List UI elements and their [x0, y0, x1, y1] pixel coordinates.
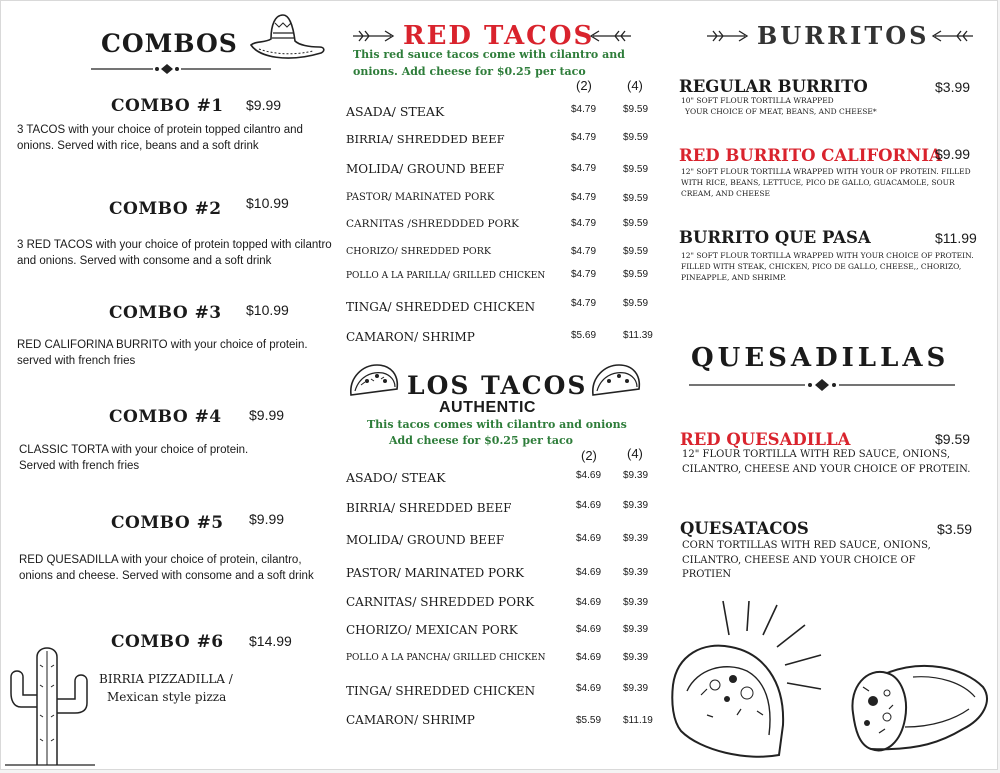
taco-price-4: $9.59	[623, 269, 649, 280]
los-tacos-note: This tacos comes with cilantro and onions	[367, 418, 627, 431]
los-tacos-subheading: AUTHENTIC	[439, 399, 536, 416]
combos-heading: COMBOS	[101, 29, 238, 58]
combo-title: COMBO #1	[111, 96, 224, 116]
taco-item-name: CHORIZO/ MEXICAN PORK	[346, 623, 518, 637]
taco-price-4: $9.59	[623, 132, 649, 143]
taco-price-2: $4.69	[576, 567, 602, 578]
taco-icon	[589, 361, 643, 399]
taco-item-name: CAMARON/ SHRIMP	[346, 713, 475, 727]
taco-item-name: ASADO/ STEAK	[346, 470, 446, 485]
col-header-2: (2)	[581, 448, 597, 463]
taco-price-4: $9.59	[623, 193, 649, 204]
quesadilla-price: $3.59	[937, 521, 973, 537]
combo-price: $9.99	[249, 511, 285, 527]
combo-price: $14.99	[249, 633, 292, 649]
taco-item-name: CHORIZO/ SHREDDED PORK	[346, 246, 491, 257]
taco-item-name: TINGA/ SHREDDED CHICKEN	[346, 684, 536, 698]
taco-price-4: $9.39	[623, 567, 649, 578]
combo-title: COMBO #4	[109, 407, 222, 427]
burrito-price: $11.99	[935, 230, 977, 246]
taco-price-4: $9.59	[623, 104, 649, 115]
taco-item-name: PASTOR/ MARINATED PORK	[346, 566, 524, 580]
combo-price: $10.99	[246, 195, 289, 211]
arrow-ornament-icon	[707, 29, 749, 43]
taco-item-name: TINGA/ SHREDDED CHICKEN	[346, 300, 536, 314]
quesadilla-price: $9.59	[935, 431, 971, 447]
quesadilla-description: 12" FLOUR TORTILLA WITH RED SAUCE, ONIONS, CILANTRO, CHEESE AND YOUR CHOICE OF PROTEIN.	[682, 449, 971, 475]
col-header-4: (4)	[627, 446, 643, 461]
quesadillas-divider	[689, 377, 955, 393]
taco-price-2: $4.79	[571, 269, 597, 280]
burrito-illustration-icon	[843, 657, 993, 765]
combo-title: COMBO #2	[109, 199, 222, 219]
taco-item-name: CARNITAS /SHREDDDED PORK	[346, 218, 519, 230]
burrito-description: 10" SOFT FLOUR TORTILLA WRAPPED	[681, 96, 834, 105]
burrito-name: REGULAR BURRITO	[679, 77, 868, 96]
combo-description: RED QUESADILLA with your choice of protein, cilantro, onions and cheese. Served with consome and a soft drink	[19, 554, 314, 582]
taco-price-4: $9.39	[623, 597, 649, 608]
combo-description: RED CALIFORINA BURRITO with your choice of protein. served with french fries	[17, 339, 308, 367]
combo-price: $9.99	[249, 407, 285, 423]
taco-price-2: $4.69	[576, 683, 602, 694]
arrow-ornament-icon	[589, 29, 631, 43]
taco-price-2: $4.69	[576, 470, 602, 481]
taco-price-4: $9.59	[623, 218, 649, 229]
burrito-price: $9.99	[935, 146, 971, 162]
taco-price-2: $4.69	[576, 500, 602, 511]
quesadilla-description: CORN TORTILLAS WITH RED SAUCE, ONIONS, CILANTRO, CHEESE AND YOUR CHOICE OF PROTIEN	[682, 540, 931, 580]
taco-item-name: MOLIDA/ GROUND BEEF	[346, 533, 505, 547]
combo-title: COMBO #6	[111, 632, 224, 652]
taco-price-2: $4.79	[571, 298, 597, 309]
red-tacos-note: onions. Add cheese for $0.25 per taco	[353, 65, 586, 78]
burrito-description: 12" SOFT FLOUR TORTILLA WRAPPED WITH YOUR CHOICE OF PROTEIN. FILLED WITH STEAK, CHICKEN, PICO DE GALLO, CHEESE,, CHORIZO, PINEAPPLE, AND SHRIMP.	[681, 251, 974, 282]
combo-description: 3 RED TACOS with your choice of protein topped with cilantro and onions. Served with consome and a soft drink	[17, 239, 332, 267]
taco-item-name: MOLIDA/ GROUND BEEF	[346, 162, 505, 176]
taco-price-2: $4.79	[571, 246, 597, 257]
taco-item-name: BIRRIA/ SHREDDED BEEF	[346, 501, 512, 515]
taco-price-2: $5.59	[576, 715, 602, 726]
los-tacos-heading: LOS TACOS	[407, 371, 588, 400]
taco-price-4: $9.39	[623, 652, 649, 663]
combo-price: $10.99	[246, 302, 289, 318]
taco-price-4: $9.39	[623, 470, 649, 481]
combo-description: 3 TACOS with your choice of protein topped cilantro and onions. Served with rice, beans and a soft drink	[17, 124, 303, 152]
burrito-name: BURRITO QUE PASA	[679, 228, 871, 247]
quesadilla-name: QUESATACOS	[680, 519, 809, 538]
red-tacos-heading: RED TACOS	[403, 21, 595, 51]
taco-price-4: $9.39	[623, 533, 649, 544]
taco-item-name: CARNITAS/ SHREDDED PORK	[346, 595, 535, 609]
burrito-description: 12" SOFT FLOUR TORTILLA WRAPPED WITH YOUR OF PROTEIN. FILLED WITH RICE, BEANS, LETTUCE, PICO DE GALLO, GUACAMOLE, SOUR CREAM, AND CHEESE	[681, 167, 971, 198]
taco-price-4: $9.59	[623, 246, 649, 257]
combo-description: BIRRIA PIZZADILLA /	[99, 672, 233, 686]
taco-price-2: $4.79	[571, 218, 597, 229]
burrito-description: YOUR CHOICE OF MEAT, BEANS, AND CHEESE*	[685, 107, 877, 116]
taco-illustration-icon	[667, 595, 847, 765]
taco-item-name: BIRRIA/ SHREDDED BEEF	[346, 132, 505, 146]
combo-price: $9.99	[246, 97, 282, 113]
taco-price-2: $5.69	[571, 330, 597, 341]
taco-price-2: $4.69	[576, 624, 602, 635]
taco-price-4: $11.19	[623, 715, 653, 726]
burritos-heading: BURRITOS	[757, 21, 930, 50]
combo-title: COMBO #5	[111, 513, 224, 533]
cactus-icon	[5, 637, 97, 767]
arrow-ornament-icon	[931, 29, 973, 43]
taco-item-name: POLLO A LA PANCHA/ GRILLED CHICKEN	[346, 653, 546, 663]
col-header-4: (4)	[627, 78, 643, 93]
taco-price-4: $9.59	[623, 298, 649, 309]
col-header-2: (2)	[576, 78, 592, 93]
taco-price-2: $4.69	[576, 533, 602, 544]
quesadilla-name: RED QUESADILLA	[680, 430, 851, 449]
taco-price-4: $11.39	[623, 330, 653, 341]
taco-price-2: $4.79	[571, 163, 597, 174]
taco-price-2: $4.79	[571, 104, 597, 115]
combo-description: Mexican style pizza	[107, 690, 227, 704]
taco-item-name: ASADA/ STEAK	[346, 104, 445, 119]
combo-description: CLASSIC TORTA with your choice of protein. Served with french fries	[19, 444, 249, 472]
combos-divider	[91, 61, 271, 77]
taco-price-2: $4.69	[576, 597, 602, 608]
taco-price-2: $4.79	[571, 192, 597, 203]
taco-item-name: CAMARON/ SHRIMP	[346, 330, 475, 344]
arrow-ornament-icon	[353, 29, 395, 43]
burrito-price: $3.99	[935, 79, 971, 95]
taco-item-name: PASTOR/ MARINATED PORK	[346, 192, 495, 203]
taco-icon	[347, 361, 401, 399]
sombrero-icon	[247, 11, 327, 63]
taco-price-2: $4.79	[571, 132, 597, 143]
taco-price-4: $9.39	[623, 500, 649, 511]
taco-price-4: $9.39	[623, 683, 649, 694]
quesadillas-heading: QUESADILLAS	[691, 343, 950, 373]
taco-price-4: $9.59	[623, 164, 649, 175]
taco-price-4: $9.39	[623, 624, 649, 635]
combo-title: COMBO #3	[109, 303, 222, 323]
taco-item-name: POLLO A LA PARILLA/ GRILLED CHICKEN	[346, 271, 546, 281]
taco-price-2: $4.69	[576, 652, 602, 663]
red-tacos-note: This red sauce tacos come with cilantro and	[353, 48, 625, 61]
burrito-name: RED BURRITO CALIFORNIA	[679, 146, 942, 165]
los-tacos-note: Add cheese for $0.25 per taco	[389, 434, 573, 447]
